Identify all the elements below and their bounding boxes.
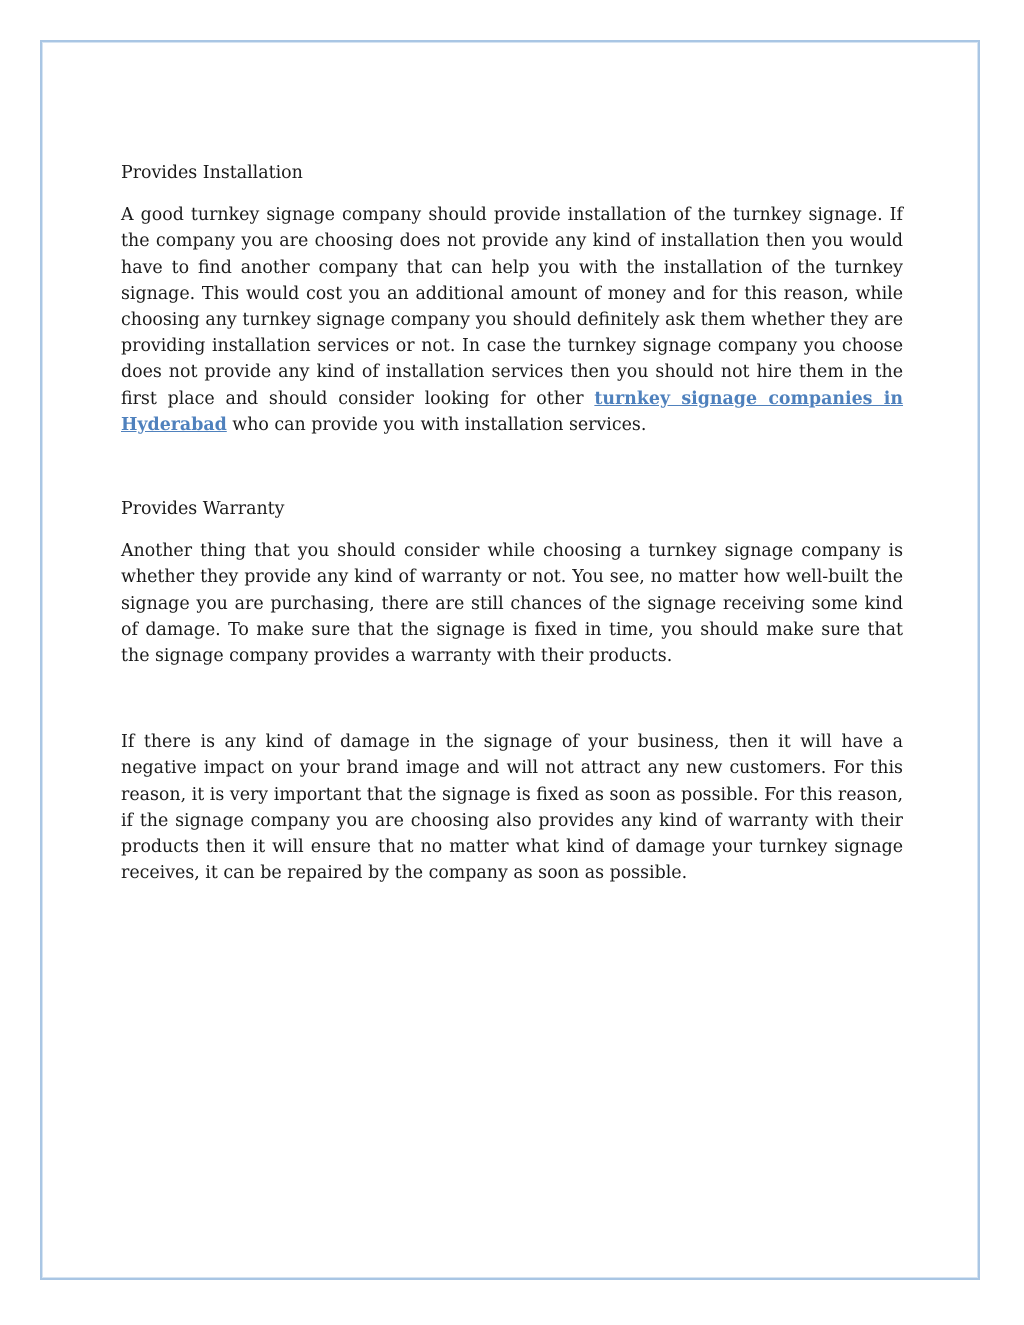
warranty-paragraph-2: If there is any kind of damage in the signage of your business, then it will have a negative impact on your brand image and will not attract any new customers. For this reason, it is very important that the signage is fixed as soon as possible. For this reason, if the signage company you are choosing also provides any kind of warranty with their products then it will ensure that no matter what kind of damage your turnkey signage receives, it can be repaired by the company as soon as possible. xyxy=(121,732,903,884)
section-heading-warranty: Provides Warranty xyxy=(121,499,285,520)
section-heading-installation: Provides Installation xyxy=(121,163,303,183)
installation-text-start: A good turnkey signage company should provide installation of the turnkey signage. If the company you are choosing does not provide any kind of installation then you would have to find another company that can help you with the installation of the turnkey signage. This would cost you an additional amount of money and for this reason, while choosing any turnkey signage company you should definitely ask them whether they are providing installation services or not. In case the turnkey signage company you choose does not provide any kind of installation services then you should not hire them in the first place and should consider looking for other xyxy=(121,205,903,409)
turnkey-signage-companies-link[interactable]: turnkey signage companies in Hyderabad xyxy=(121,388,904,435)
installation-text-end: who can provide you with installation services. xyxy=(226,414,647,435)
installation-paragraph xyxy=(121,202,903,438)
section-installation xyxy=(121,160,903,438)
document-body xyxy=(121,160,903,886)
warranty-paragraph-1: Another thing that you should consider while choosing a turnkey signage company is whether they provide any kind of warranty or not. You see, no matter how well-built the signage you are purchasing, there are still chances of the signage receiving some kind of damage. To make sure that the signage is fixed in time, you should make sure that the signage company provides a warranty with their products. xyxy=(121,541,903,667)
section-warranty xyxy=(121,496,903,886)
